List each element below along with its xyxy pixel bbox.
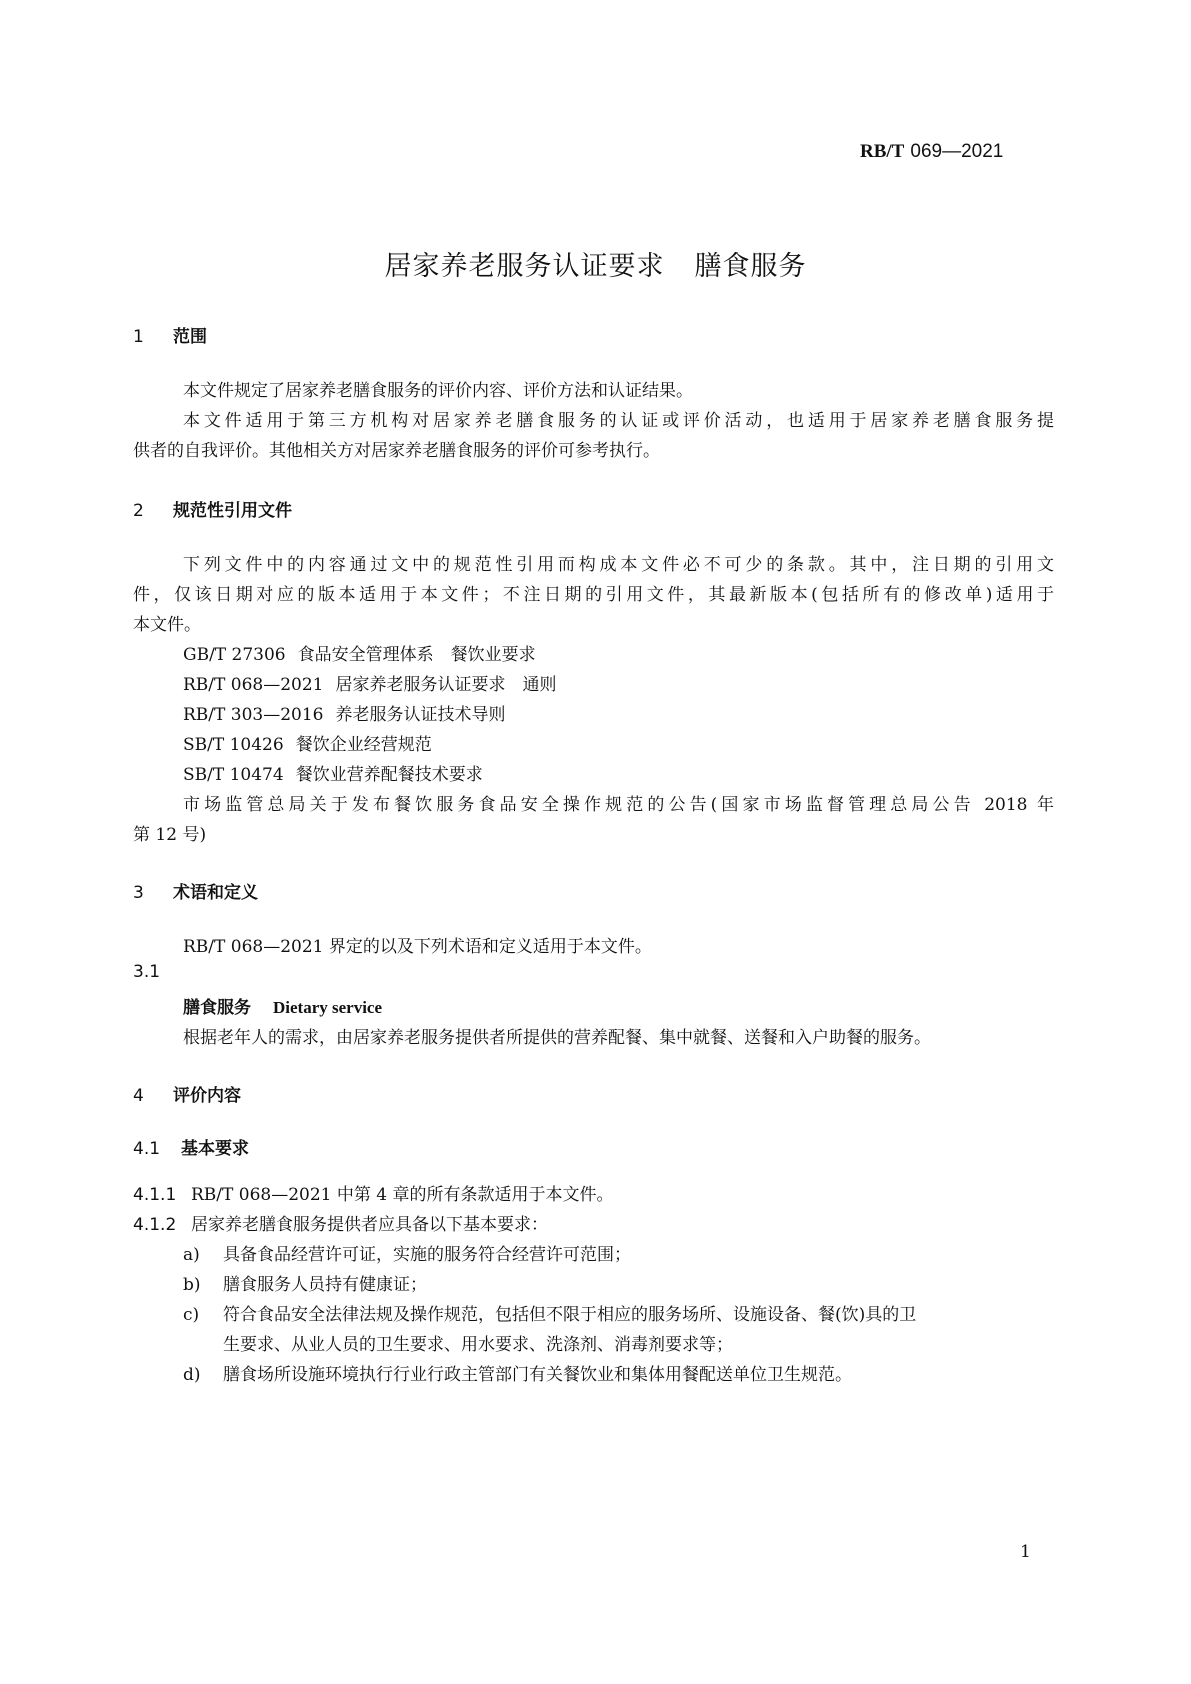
doc-number: 069—2021 <box>910 141 1004 162</box>
list-item: d) 膳食场所设施环境执行行业行政主管部门有关餐饮业和集体用餐配送单位卫生规范。 <box>183 1365 852 1385</box>
section-3-paragraph: RB/T 068—2021 界定的以及下列术语和定义适用于本文件。 <box>183 937 652 957</box>
term-number: 3.1 <box>133 962 161 982</box>
term-definition: 根据老年人的需求，由居家养老服务提供者所提供的营养配餐、集中就餐、送餐和入户助餐的服务。 <box>183 1028 931 1048</box>
section-4-heading: 4 评价内容 <box>133 1086 241 1106</box>
doc-prefix: RB/T <box>860 141 905 162</box>
list-item: b) 膳食服务人员持有健康证； <box>183 1275 427 1295</box>
reference-item: SB/T 10426 餐饮企业经营规范 <box>183 735 432 755</box>
list-item: c) 符合食品安全法律法规及操作规范，包括但不限于相应的服务场所、设施设备、餐(饮)具的卫 <box>183 1305 917 1325</box>
section-1-heading: 1 范围 <box>133 327 207 347</box>
section-2-paragraph-2b: 第 12 号) <box>133 825 207 845</box>
section-2-paragraph-2a: 市场监管总局关于发布餐饮服务食品安全操作规范的公告(国家市场监督管理总局公告 2018 年 <box>183 795 1054 815</box>
list-item: a) 具备食品经营许可证，实施的服务符合经营许可范围； <box>183 1245 631 1265</box>
page-number: 1 <box>1020 1542 1031 1562</box>
reference-item: RB/T 068—2021 居家养老服务认证要求 通则 <box>183 675 557 695</box>
section-2-paragraph-1a: 下列文件中的内容通过文中的规范性引用而构成本文件必不可少的条款。其中，注日期的引用文 <box>183 555 1054 575</box>
section-2-paragraph-1b: 件，仅该日期对应的版本适用于本文件；不注日期的引用文件，其最新版本(包括所有的修改单)适用于 <box>133 585 1054 605</box>
section-1-paragraph-2b: 供者的自我评价。其他相关方对居家养老膳食服务的评价可参考执行。 <box>133 441 660 461</box>
title-sub: 膳食服务 <box>694 251 807 282</box>
document-number <box>860 140 1003 163</box>
clause-4-1-2: 4.1.2 居家养老膳食服务提供者应具备以下基本要求： <box>133 1215 548 1235</box>
page-title <box>0 244 1191 283</box>
list-item-continuation: 生要求、从业人员的卫生要求、用水要求、洗涤剂、消毒剂要求等； <box>223 1335 733 1355</box>
section-1-paragraph-2a: 本文件适用于第三方机构对居家养老膳食服务的认证或评价活动，也适用于居家养老膳食服务提 <box>183 411 1054 431</box>
section-1-paragraph-1: 本文件规定了居家养老膳食服务的评价内容、评价方法和认证结果。 <box>183 381 693 401</box>
section-2-heading: 2 规范性引用文件 <box>133 501 292 521</box>
reference-item: SB/T 10474 餐饮业营养配餐技术要求 <box>183 765 483 785</box>
section-3-heading: 3 术语和定义 <box>133 883 258 903</box>
clause-4-1-1: 4.1.1 RB/T 068—2021 中第 4 章的所有条款适用于本文件。 <box>133 1185 614 1205</box>
term-entry <box>183 993 382 1018</box>
section-2-paragraph-1c: 本文件。 <box>133 615 201 635</box>
reference-item: RB/T 303—2016 养老服务认证技术导则 <box>183 705 506 725</box>
title-main: 居家养老服务认证要求 <box>384 251 665 282</box>
reference-item: GB/T 27306 食品安全管理体系 餐饮业要求 <box>183 645 536 665</box>
subsection-4-1-heading: 4.1 基本要求 <box>133 1139 249 1159</box>
term-chinese: 膳食服务 <box>183 998 251 1018</box>
term-english: Dietary service <box>273 998 383 1017</box>
